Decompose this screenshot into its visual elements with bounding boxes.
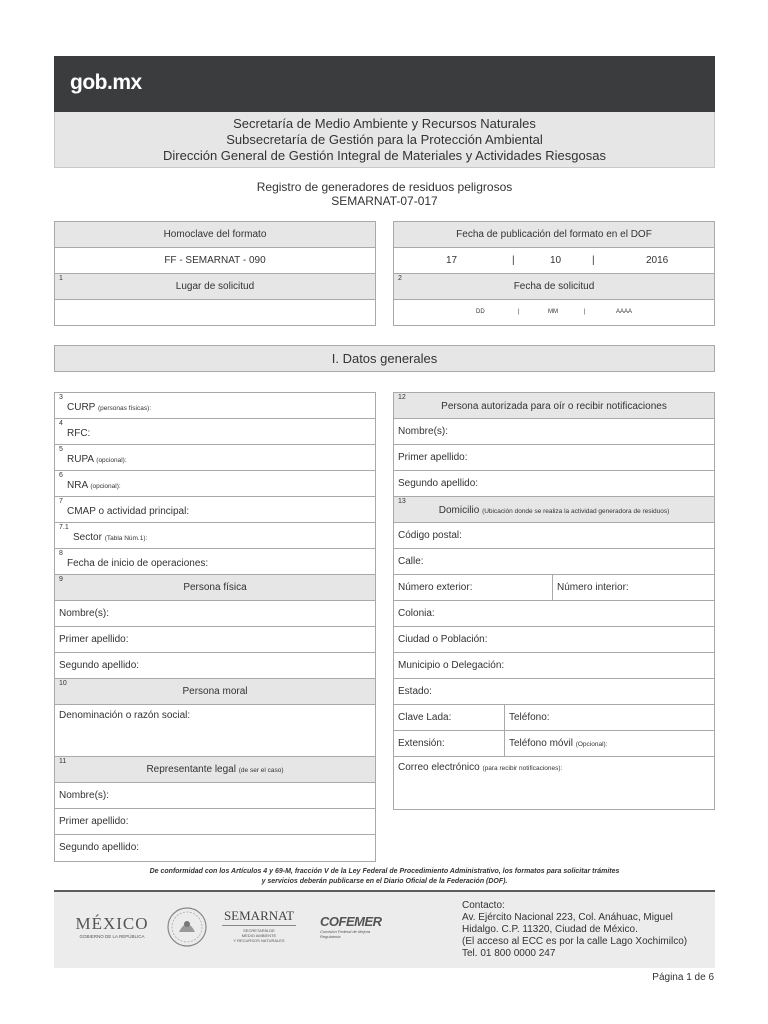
fecha-solicitud-header xyxy=(394,274,714,299)
domicilio-header xyxy=(394,497,714,522)
pf-nombres-field[interactable] xyxy=(55,601,375,626)
denominacion-field[interactable] xyxy=(55,705,375,756)
agency-header xyxy=(54,112,715,168)
colonia-field[interactable] xyxy=(394,601,714,626)
movil-text: Teléfono móvil xyxy=(509,738,573,749)
telefono-label: Teléfono: xyxy=(509,712,550,723)
field-number: 3 xyxy=(59,394,63,401)
correo-note: (para recibir notificaciones): xyxy=(482,765,563,772)
pub-date-label: Fecha de publicación del formato en el DOF xyxy=(394,222,714,247)
rupa-label xyxy=(67,454,127,465)
aaaa-hint: AAAA xyxy=(616,309,633,315)
dd-hint: DD xyxy=(476,309,485,315)
auth-primer-apellido-label: Primer apellido: xyxy=(398,452,468,463)
field-number: 11 xyxy=(59,758,67,765)
lugar-header xyxy=(55,274,375,299)
lada-field[interactable] xyxy=(394,705,504,730)
representante-text: Representante legal xyxy=(146,764,236,775)
pf-segundo-apellido-label: Segundo apellido: xyxy=(59,660,140,671)
agency-line-1: Secretaría de Medio Ambiente y Recursos Naturales xyxy=(233,116,536,131)
contact-line-4: Tel. 01 800 0000 247 xyxy=(462,948,556,959)
colonia-label: Colonia: xyxy=(398,608,435,619)
semarnat-sub-1: SECRETARÍA DE xyxy=(243,928,275,933)
datos-left-table xyxy=(54,392,376,862)
coat-of-arms-icon xyxy=(166,906,208,948)
pub-year: 2016 xyxy=(646,255,669,266)
correo-text: Correo electrónico xyxy=(398,762,480,773)
rep-nombres-label: Nombre(s): xyxy=(59,790,110,801)
form-code: SEMARNAT-07-017 xyxy=(331,194,438,208)
semarnat-logo xyxy=(222,908,296,943)
separator: | xyxy=(518,309,520,315)
municipio-label: Municipio o Delegación: xyxy=(398,660,505,671)
persona-fisica-header xyxy=(55,575,375,600)
field-number: 2 xyxy=(398,275,402,282)
semarnat-logo-text: SEMARNAT xyxy=(222,908,296,926)
legal-line-1: De conformidad con los Artículos 4 y 69-M, fracción V de la Ley Federal de Procedimiento Administrativo, los formatos para solicitar trámites xyxy=(149,868,620,875)
pub-date-value xyxy=(394,248,714,273)
pub-month: 10 xyxy=(550,255,562,266)
field-number: 8 xyxy=(59,550,63,557)
field-number: 7 xyxy=(59,498,63,505)
domicilio-text: Domicilio xyxy=(438,505,480,516)
lugar-label: Lugar de solicitud xyxy=(175,281,255,292)
nra-text: NRA xyxy=(67,480,88,491)
separator: | xyxy=(584,309,586,315)
calle-field[interactable] xyxy=(394,549,714,574)
rupa-text: RUPA xyxy=(67,454,94,465)
contact-line-1: Av. Ejército Nacional 223, Col. Anáhuac, Miguel xyxy=(462,912,673,923)
mexico-logo-sub: GOBIERNO DE LA REPÚBLICA xyxy=(79,934,145,939)
page-number: Página 1 de 6 xyxy=(652,972,714,983)
field-number: 5 xyxy=(59,446,63,453)
pub-day: 17 xyxy=(446,255,458,266)
legal-note xyxy=(54,867,715,887)
mexico-logo xyxy=(72,914,152,939)
num-int-label: Número interior: xyxy=(557,582,629,593)
rep-primer-apellido-field[interactable] xyxy=(55,809,375,834)
contact-line-2: Hidalgo. C.P. 11320, Ciudad de México. xyxy=(462,924,638,935)
field-number: 9 xyxy=(59,576,63,583)
pf-nombres-label: Nombre(s): xyxy=(59,608,110,619)
sector-label xyxy=(73,532,147,543)
num-int-field[interactable] xyxy=(553,575,714,600)
field-number: 4 xyxy=(59,420,63,427)
section-datos-generales: I. Datos generales xyxy=(54,345,715,372)
field-number: 10 xyxy=(59,680,67,687)
field-number: 1 xyxy=(59,275,63,282)
fecha-table xyxy=(393,221,715,326)
fecha-solicitud-label: Fecha de solicitud xyxy=(513,281,595,292)
rep-nombres-field[interactable] xyxy=(55,783,375,808)
homoclave-value: FF - SEMARNAT - 090 xyxy=(164,255,266,266)
fecha-solicitud-input[interactable] xyxy=(394,300,714,325)
cofemer-logo-sub: Comisión Federal de Mejora Regulatoria xyxy=(320,929,371,939)
cmap-field[interactable] xyxy=(55,497,375,522)
mm-hint: MM xyxy=(548,309,558,315)
pf-primer-apellido-field[interactable] xyxy=(55,627,375,652)
movil-field[interactable] xyxy=(505,731,714,756)
cofemer-logo-text: COFEMER xyxy=(320,914,382,929)
gob-header-bar xyxy=(54,56,715,112)
form-title: Registro de generadores de residuos peligrosos xyxy=(256,180,513,194)
auth-segundo-apellido-label: Segundo apellido: xyxy=(398,478,479,489)
contact-title: Contacto: xyxy=(462,900,505,911)
lada-label: Clave Lada: xyxy=(398,712,452,723)
semarnat-sub-3: Y RECURSOS NATURALES xyxy=(233,938,285,943)
fecha-inicio-field[interactable] xyxy=(55,549,375,574)
nra-field[interactable] xyxy=(55,471,375,496)
calle-label: Calle: xyxy=(398,556,424,567)
contact-line-3: (El acceso al ECC es por la calle Lago Xochimilco) xyxy=(462,936,688,947)
nra-note: (opcional): xyxy=(90,483,121,490)
correo-field[interactable] xyxy=(394,757,714,809)
movil-label xyxy=(509,738,608,749)
extension-label: Extensión: xyxy=(398,738,445,749)
datos-right-table xyxy=(393,392,715,810)
mexico-logo-text: MÉXICO xyxy=(75,914,149,933)
rfc-field[interactable] xyxy=(55,419,375,444)
auth-segundo-apellido-field[interactable] xyxy=(394,471,714,496)
rfc-label: RFC: xyxy=(67,428,91,439)
persona-fisica-label: Persona física xyxy=(183,582,247,593)
denominacion-label: Denominación o razón social: xyxy=(59,710,191,721)
representante-header xyxy=(55,757,375,782)
correo-label xyxy=(398,762,562,773)
field-number: 7.1 xyxy=(59,524,69,531)
separator: | xyxy=(512,255,515,266)
num-ext-field[interactable] xyxy=(394,575,552,600)
cmap-label: CMAP o actividad principal: xyxy=(67,506,190,517)
representante-label xyxy=(55,757,375,783)
sector-text: Sector xyxy=(73,532,102,543)
cp-field[interactable] xyxy=(394,523,714,548)
fecha-inicio-label: Fecha de inicio de operaciones: xyxy=(67,558,209,569)
gob-mx-logo: gob.mx xyxy=(70,71,142,94)
ciudad-label: Ciudad o Población: xyxy=(398,634,488,645)
persona-moral-header xyxy=(55,679,375,704)
rupa-note: (opcional): xyxy=(96,457,127,464)
homoclave-table xyxy=(54,221,376,326)
estado-label: Estado: xyxy=(398,686,432,697)
footer xyxy=(54,890,715,968)
rep-primer-apellido-label: Primer apellido: xyxy=(59,816,129,827)
curp-label xyxy=(67,402,151,413)
pf-segundo-apellido-field[interactable] xyxy=(55,653,375,678)
sector-field[interactable] xyxy=(55,523,375,548)
lugar-input[interactable] xyxy=(55,300,375,325)
field-number: 6 xyxy=(59,472,63,479)
ciudad-field[interactable] xyxy=(394,627,714,652)
field-number: 12 xyxy=(398,394,406,401)
agency-line-2: Subsecretaría de Gestión para la Protección Ambiental xyxy=(226,132,543,147)
auth-primer-apellido-field[interactable] xyxy=(394,445,714,470)
field-number: 13 xyxy=(398,498,406,505)
representante-note: (de ser el caso) xyxy=(238,767,284,774)
cofemer-logo xyxy=(320,914,380,939)
auth-nombres-label: Nombre(s): xyxy=(398,426,449,437)
municipio-field[interactable] xyxy=(394,653,714,678)
legal-line-2: y servicios deberán publicarse en el Diario Oficial de la Federación (DOF). xyxy=(261,878,508,885)
domicilio-note: (Ubicación donde se realiza la actividad generadora de residuos) xyxy=(482,508,670,515)
curp-text: CURP xyxy=(67,402,96,413)
extension-field[interactable] xyxy=(394,731,504,756)
agency-line-3: Dirección General de Gestión Integral de Materiales y Actividades Riesgosas xyxy=(163,148,606,163)
estado-field[interactable] xyxy=(394,679,714,704)
separator: | xyxy=(592,255,595,266)
cp-label: Código postal: xyxy=(398,530,462,541)
rep-segundo-apellido-field[interactable] xyxy=(55,835,375,861)
persona-moral-label: Persona moral xyxy=(182,686,248,697)
form-title-block xyxy=(54,180,715,208)
autorizada-header xyxy=(394,393,714,418)
movil-note: (Opcional): xyxy=(575,741,608,748)
auth-nombres-field[interactable] xyxy=(394,419,714,444)
curp-field[interactable] xyxy=(55,393,375,418)
pf-primer-apellido-label: Primer apellido: xyxy=(59,634,129,645)
homoclave-label: Homoclave del formato xyxy=(55,222,375,247)
contact-block xyxy=(462,900,712,960)
semarnat-sub-2: MEDIO AMBIENTE xyxy=(241,933,277,938)
rep-segundo-apellido-label: Segundo apellido: xyxy=(59,842,140,853)
autorizada-label: Persona autorizada para oír o recibir notificaciones xyxy=(441,401,667,412)
rupa-field[interactable] xyxy=(55,445,375,470)
nra-label xyxy=(67,480,121,491)
curp-note: (personas físicas): xyxy=(97,405,152,412)
num-ext-label: Número exterior: xyxy=(398,582,473,593)
telefono-field[interactable] xyxy=(505,705,714,730)
sector-note: (Tabla Núm.1): xyxy=(104,535,148,542)
